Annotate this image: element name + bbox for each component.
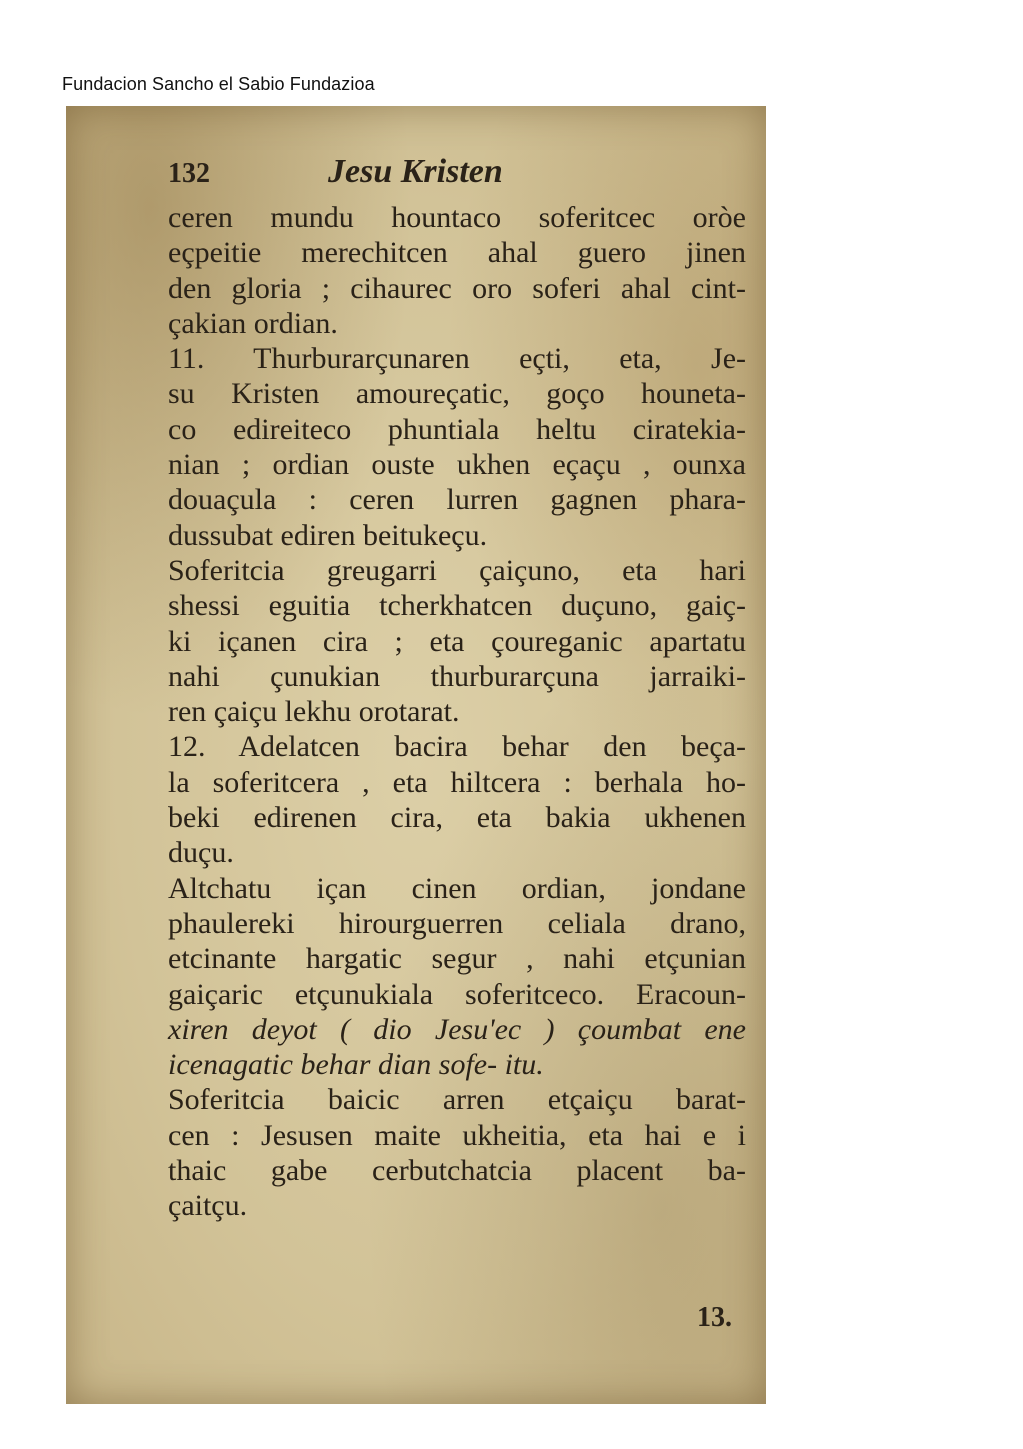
text-line: Soferitcia baicic arren etçaiçu barat- <box>168 1083 746 1117</box>
text-line: douaçula : ceren lurren gagnen phara- <box>168 483 746 517</box>
text-line: thaic gabe cerbutchatcia placent ba- <box>168 1154 746 1188</box>
text-line: dussubat ediren beitukeçu. <box>168 518 488 552</box>
text-line: ren çaiçu lekhu orotarat. <box>168 695 460 729</box>
text-line: 12. Adelatcen bacira behar den beça- <box>168 730 746 764</box>
text-line: ceren mundu hountaco soferitcec oròe <box>168 201 746 234</box>
running-head <box>168 154 746 198</box>
text-line: gaiçaric etçunukiala soferitceco. Eracoun- <box>168 977 746 1011</box>
text-line: ki içanen cira ; eta çoureganic apartatu <box>168 624 746 658</box>
text-line: phaulereki hirourguerren celiala drano, <box>168 906 746 940</box>
text-line: beki edirenen cira, eta bakia ukhenen <box>168 801 746 835</box>
text-line: nian ; ordian ouste ukhen eçaçu , ounxa <box>168 448 746 482</box>
text-line: icenagatic behar dian sofe- itu. <box>168 1048 544 1082</box>
text-line: shessi eguitia tcherkhatcen duçuno, gaiç- <box>168 589 746 623</box>
page-text <box>168 154 746 1224</box>
archive-header: Fundacion Sancho el Sabio Fundazioa <box>62 74 375 94</box>
scanned-book-page <box>66 106 766 1404</box>
text-line: eçpeitie merechitcen ahal guero jinen <box>168 236 746 270</box>
text-line: Soferitcia greugarri çaiçuno, eta hari <box>168 553 746 587</box>
text-line: 11. Thurburarçunaren eçti, eta, Je- <box>168 342 746 376</box>
page-number: 132 <box>168 158 210 189</box>
text-line: co edireiteco phuntiala heltu ciratekia- <box>168 412 746 446</box>
text-line: su Kristen amoureçatic, goço houneta- <box>168 377 746 411</box>
running-title: Jesu Kristen <box>328 153 503 190</box>
text-line: xiren deyot ( dio Jesu'ec ) çoumbat ene <box>168 1012 746 1046</box>
text-line: çakian ordian. <box>168 306 338 340</box>
text-line: nahi çunukian thurburarçuna jarraiki- <box>168 659 746 693</box>
text-line: cen : Jesusen maite ukheitia, eta hai e i <box>168 1118 746 1152</box>
catchword: 13. <box>697 1302 732 1333</box>
text-line: la soferitcera , eta hiltcera : berhala ho- <box>168 765 746 799</box>
text-line: etcinante hargatic segur , nahi etçunian <box>168 942 746 976</box>
text-line: Altchatu içan cinen ordian, jondane <box>168 871 746 905</box>
text-line: duçu. <box>168 836 234 870</box>
text-line: çaitçu. <box>168 1189 248 1223</box>
text-line: den gloria ; cihaurec oro soferi ahal cint- <box>168 271 746 305</box>
